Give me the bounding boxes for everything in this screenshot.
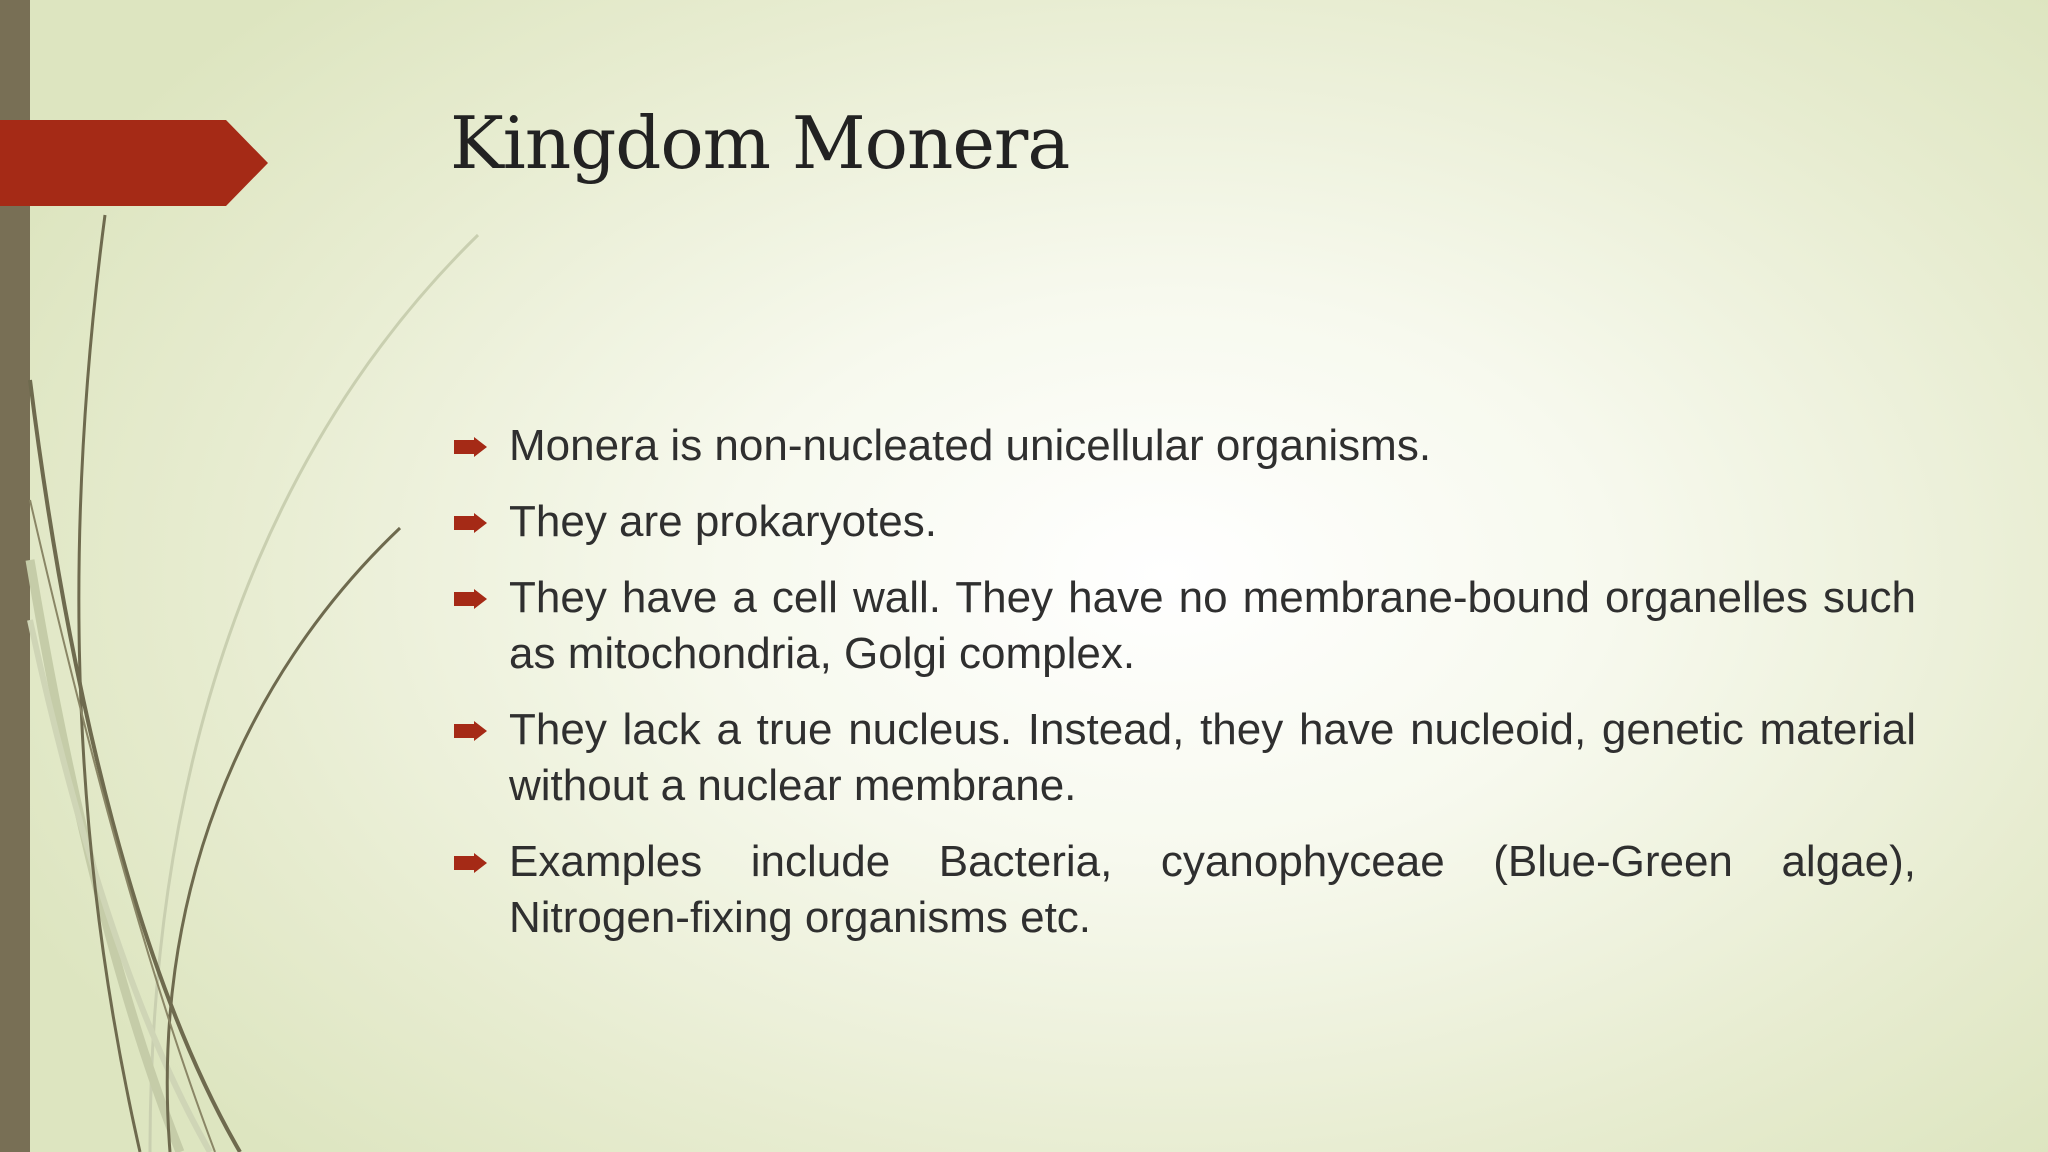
bullet-item xyxy=(450,570,1916,682)
bullet-item xyxy=(450,494,1916,550)
bullet-text: They are prokaryotes. xyxy=(509,497,937,546)
bullet-item xyxy=(450,834,1916,946)
slide-title: Kingdom Monera xyxy=(450,101,1070,185)
title-tag-shape xyxy=(0,120,270,206)
bullet-item xyxy=(450,418,1916,474)
arrow-bullet-icon xyxy=(454,437,487,457)
arrow-bullet-icon xyxy=(454,589,487,609)
arrow-bullet-icon xyxy=(454,853,487,873)
bullet-text: They lack a true nucleus. Instead, they have nucleoid, genetic material without a nuclear membrane. xyxy=(509,705,1916,810)
bullet-text: Examples include Bacteria, cyanophyceae (Blue-Green algae), Nitrogen-fixing organisms etc. xyxy=(509,837,1916,942)
arrow-bullet-icon xyxy=(454,721,487,741)
bullet-item xyxy=(450,702,1916,814)
bullet-list xyxy=(450,418,1916,966)
bullet-text: They have a cell wall. They have no membrane-bound organelles such as mitochondria, Golgi complex. xyxy=(509,573,1916,678)
arrow-bullet-icon xyxy=(454,513,487,533)
bullet-text: Monera is non-nucleated unicellular organisms. xyxy=(509,421,1432,470)
